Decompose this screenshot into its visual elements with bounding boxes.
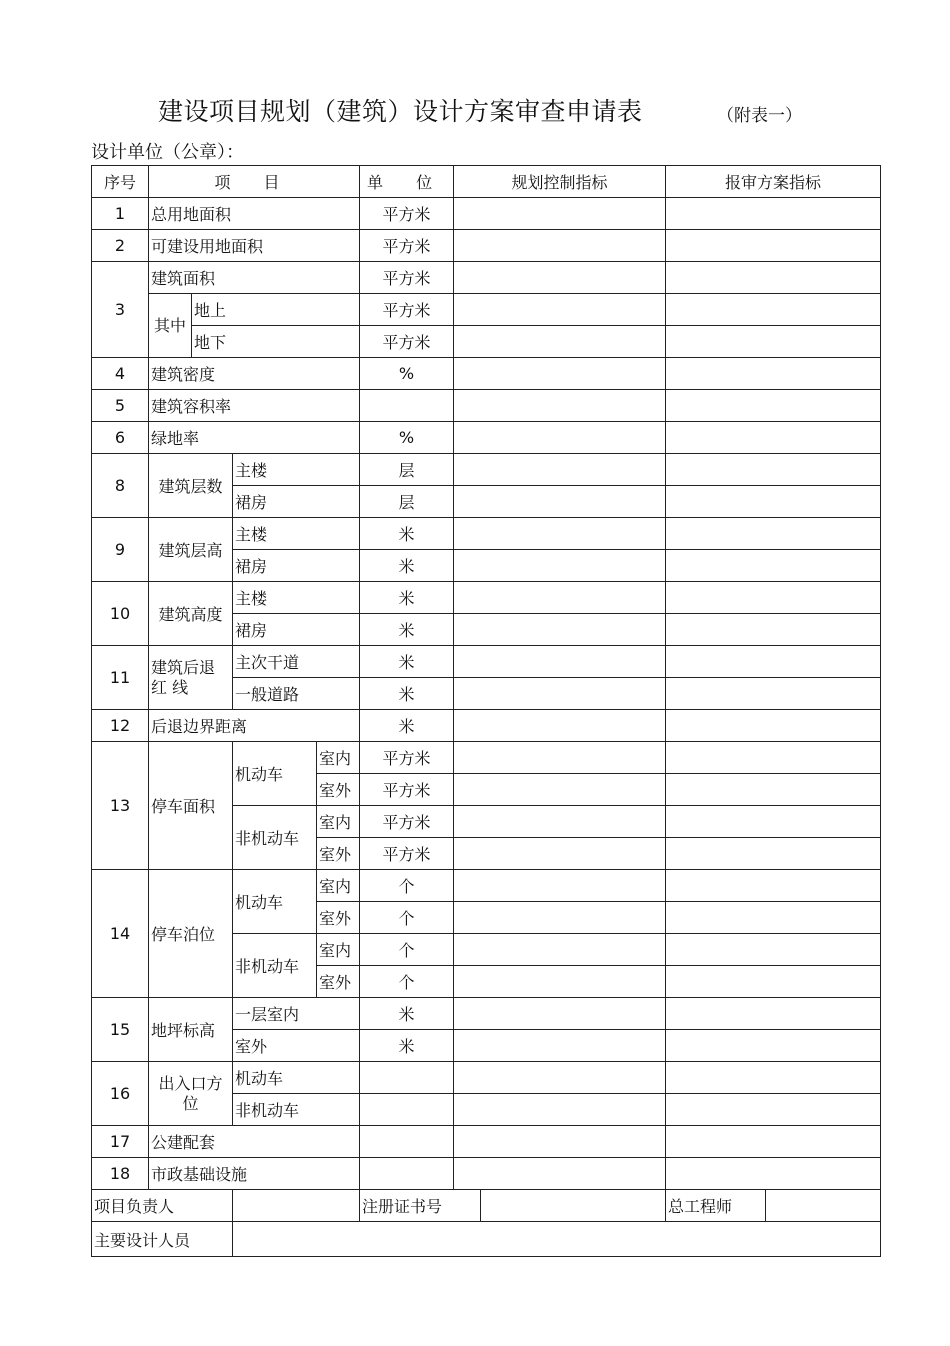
row-seq: 4 <box>92 358 149 390</box>
control-value-cell[interactable] <box>454 454 666 486</box>
table-row <box>92 422 881 454</box>
row-item: 地坪标高 <box>149 998 233 1062</box>
control-value-cell[interactable] <box>454 582 666 614</box>
plan-value-cell[interactable] <box>666 678 881 710</box>
plan-value-cell[interactable] <box>666 582 881 614</box>
table-row <box>92 358 881 390</box>
control-value-cell[interactable] <box>454 390 666 422</box>
row-unit: 米 <box>360 710 454 742</box>
table-row <box>92 998 881 1030</box>
plan-value-cell[interactable] <box>666 998 881 1030</box>
row-unit: 平方米 <box>360 806 454 838</box>
row-seq: 13 <box>92 742 149 870</box>
control-value-cell[interactable] <box>454 294 666 326</box>
project-lead-field[interactable] <box>233 1190 360 1222</box>
plan-value-cell[interactable] <box>666 326 881 358</box>
plan-value-cell[interactable] <box>666 774 881 806</box>
row-subitem: 机动车 <box>233 870 317 934</box>
row-unit: 层 <box>360 454 454 486</box>
row-subitem: 主楼 <box>233 518 360 550</box>
row-unit: 个 <box>360 870 454 902</box>
row-unit: 米 <box>360 998 454 1030</box>
col-header-unit: 单 位 <box>360 166 454 198</box>
row-subitem: 裙房 <box>233 614 360 646</box>
row-unit: 米 <box>360 1030 454 1062</box>
row-subitem: 非机动车 <box>233 934 317 998</box>
table-row <box>92 1158 881 1190</box>
row-unit: 米 <box>360 582 454 614</box>
table-row <box>92 230 881 262</box>
row-seq: 18 <box>92 1158 149 1190</box>
table-row <box>92 326 881 358</box>
row-item: 建筑层数 <box>149 454 233 518</box>
row-unit: 层 <box>360 486 454 518</box>
row-unit: 个 <box>360 966 454 998</box>
form-title: 建设项目规划（建筑）设计方案审查申请表 <box>158 97 643 126</box>
table-row <box>92 294 881 326</box>
row-item: 建筑高度 <box>149 582 233 646</box>
plan-value-cell[interactable] <box>666 646 881 678</box>
row-item: 绿地率 <box>149 422 360 454</box>
row-unit: 个 <box>360 934 454 966</box>
control-value-cell[interactable] <box>454 486 666 518</box>
row-subitem: 一层室内 <box>233 998 360 1030</box>
row-unit: 平方米 <box>360 230 454 262</box>
control-value-cell[interactable] <box>454 646 666 678</box>
plan-value-cell[interactable] <box>666 358 881 390</box>
row-seq: 1 <box>92 198 149 230</box>
plan-value-cell[interactable] <box>666 550 881 582</box>
table-row <box>92 646 881 678</box>
row-item: 停车泊位 <box>149 870 233 998</box>
control-value-cell[interactable] <box>454 838 666 870</box>
table-row <box>92 870 881 902</box>
plan-value-cell[interactable] <box>666 230 881 262</box>
plan-value-cell[interactable] <box>666 1094 881 1126</box>
row-subitem: 非机动车 <box>233 806 317 870</box>
row-item: 可建设用地面积 <box>149 230 360 262</box>
row-item: 市政基础设施 <box>149 1158 360 1190</box>
table-row <box>92 198 881 230</box>
reg-cert-field[interactable] <box>481 1190 666 1222</box>
plan-value-cell[interactable] <box>666 614 881 646</box>
plan-value-cell[interactable] <box>666 742 881 774</box>
row-subitem: 室外 <box>233 1030 360 1062</box>
control-value-cell[interactable] <box>454 518 666 550</box>
table-row <box>92 742 881 774</box>
row-item: 后退边界距离 <box>149 710 360 742</box>
plan-value-cell[interactable] <box>666 294 881 326</box>
control-value-cell[interactable] <box>454 678 666 710</box>
table-row <box>92 710 881 742</box>
plan-value-cell[interactable] <box>666 454 881 486</box>
col-header-plan: 报审方案指标 <box>666 166 881 198</box>
row-subitem: 裙房 <box>233 550 360 582</box>
row-subitem: 主次干道 <box>233 646 360 678</box>
row-item: 公建配套 <box>149 1126 360 1158</box>
row-unit: 米 <box>360 678 454 710</box>
row-location: 室内 <box>317 806 360 838</box>
control-value-cell[interactable] <box>454 870 666 902</box>
table-row <box>92 1062 881 1094</box>
control-value-cell[interactable] <box>454 230 666 262</box>
row-item: 建筑后退红 线 <box>149 646 233 710</box>
row-unit: 平方米 <box>360 294 454 326</box>
row-unit: 米 <box>360 646 454 678</box>
row-unit: % <box>360 422 454 454</box>
row-unit <box>360 1158 454 1190</box>
row-seq: 9 <box>92 518 149 582</box>
row-item: 总用地面积 <box>149 198 360 230</box>
plan-value-cell[interactable] <box>666 806 881 838</box>
control-value-cell[interactable] <box>454 1062 666 1094</box>
sub-label-of-which: 其中 <box>149 294 192 358</box>
control-value-cell[interactable] <box>454 902 666 934</box>
row-seq: 12 <box>92 710 149 742</box>
control-value-cell[interactable] <box>454 742 666 774</box>
row-unit: 平方米 <box>360 774 454 806</box>
table-row <box>92 1126 881 1158</box>
row-seq: 14 <box>92 870 149 998</box>
control-value-cell[interactable] <box>454 1094 666 1126</box>
control-value-cell[interactable] <box>454 966 666 998</box>
project-lead-label: 项目负责人 <box>92 1190 233 1222</box>
col-header-seq: 序号 <box>92 166 149 198</box>
plan-value-cell[interactable] <box>666 710 881 742</box>
plan-value-cell[interactable] <box>666 486 881 518</box>
table-row <box>92 390 881 422</box>
col-header-item: 项 目 <box>149 166 360 198</box>
row-subitem: 一般道路 <box>233 678 360 710</box>
table-row <box>92 582 881 614</box>
row-seq: 10 <box>92 582 149 646</box>
row-location: 室内 <box>317 934 360 966</box>
col-header-control: 规划控制指标 <box>454 166 666 198</box>
control-value-cell[interactable] <box>454 710 666 742</box>
plan-value-cell[interactable] <box>666 1126 881 1158</box>
row-location: 室外 <box>317 838 360 870</box>
control-value-cell[interactable] <box>454 806 666 838</box>
row-unit <box>360 1094 454 1126</box>
row-location: 室内 <box>317 742 360 774</box>
plan-value-cell[interactable] <box>666 1062 881 1094</box>
row-seq: 8 <box>92 454 149 518</box>
row-subitem: 机动车 <box>233 1062 360 1094</box>
row-unit: 米 <box>360 550 454 582</box>
row-unit <box>360 1062 454 1094</box>
row-subitem: 主楼 <box>233 582 360 614</box>
plan-value-cell[interactable] <box>666 390 881 422</box>
chief-engineer-label: 总工程师 <box>666 1190 766 1222</box>
row-unit: 平方米 <box>360 838 454 870</box>
row-location: 室外 <box>317 966 360 998</box>
signature-row <box>92 1190 881 1222</box>
row-seq: 15 <box>92 998 149 1062</box>
row-unit: 平方米 <box>360 198 454 230</box>
row-item: 建筑容积率 <box>149 390 360 422</box>
control-value-cell[interactable] <box>454 774 666 806</box>
control-value-cell[interactable] <box>454 550 666 582</box>
table-row <box>92 262 881 294</box>
row-location: 室内 <box>317 870 360 902</box>
row-unit: 米 <box>360 614 454 646</box>
appendix-label: （附表一） <box>717 106 802 126</box>
review-application-table <box>91 165 881 1257</box>
plan-value-cell[interactable] <box>666 198 881 230</box>
row-unit: 平方米 <box>360 742 454 774</box>
row-unit <box>360 1126 454 1158</box>
main-designers-field[interactable] <box>233 1222 881 1257</box>
row-subitem: 地下 <box>192 326 360 358</box>
control-value-cell[interactable] <box>454 358 666 390</box>
row-unit: 米 <box>360 518 454 550</box>
plan-value-cell[interactable] <box>666 262 881 294</box>
row-seq: 3 <box>92 262 149 358</box>
row-item: 出入口方 位 <box>149 1062 233 1126</box>
main-designers-label: 主要设计人员 <box>92 1222 233 1257</box>
row-subitem: 非机动车 <box>233 1094 360 1126</box>
plan-value-cell[interactable] <box>666 934 881 966</box>
row-unit: 个 <box>360 902 454 934</box>
control-value-cell[interactable] <box>454 422 666 454</box>
row-item: 建筑层高 <box>149 518 233 582</box>
table-row <box>92 454 881 486</box>
plan-value-cell[interactable] <box>666 966 881 998</box>
row-subitem: 地上 <box>192 294 360 326</box>
design-unit-label: 设计单位（公章）： <box>91 142 244 163</box>
plan-value-cell[interactable] <box>666 422 881 454</box>
row-unit <box>360 390 454 422</box>
row-location: 室外 <box>317 902 360 934</box>
row-unit: 平方米 <box>360 326 454 358</box>
plan-value-cell[interactable] <box>666 1158 881 1190</box>
control-value-cell[interactable] <box>454 326 666 358</box>
row-seq: 6 <box>92 422 149 454</box>
control-value-cell[interactable] <box>454 1158 666 1190</box>
row-item: 建筑密度 <box>149 358 360 390</box>
control-value-cell[interactable] <box>454 998 666 1030</box>
chief-engineer-field[interactable] <box>766 1190 881 1222</box>
designers-row <box>92 1222 881 1257</box>
row-subitem: 机动车 <box>233 742 317 806</box>
row-unit: 平方米 <box>360 262 454 294</box>
header-row <box>92 166 881 198</box>
control-value-cell[interactable] <box>454 614 666 646</box>
row-subitem: 主楼 <box>233 454 360 486</box>
control-value-cell[interactable] <box>454 934 666 966</box>
control-value-cell[interactable] <box>454 1126 666 1158</box>
row-seq: 2 <box>92 230 149 262</box>
row-subitem: 裙房 <box>233 486 360 518</box>
control-value-cell[interactable] <box>454 262 666 294</box>
row-seq: 11 <box>92 646 149 710</box>
plan-value-cell[interactable] <box>666 870 881 902</box>
plan-value-cell[interactable] <box>666 518 881 550</box>
plan-value-cell[interactable] <box>666 902 881 934</box>
row-item: 建筑面积 <box>149 262 360 294</box>
row-seq: 16 <box>92 1062 149 1126</box>
row-seq: 17 <box>92 1126 149 1158</box>
control-value-cell[interactable] <box>454 1030 666 1062</box>
reg-cert-label: 注册证书号 <box>360 1190 481 1222</box>
control-value-cell[interactable] <box>454 198 666 230</box>
row-item: 停车面积 <box>149 742 233 870</box>
table-row <box>92 518 881 550</box>
plan-value-cell[interactable] <box>666 1030 881 1062</box>
row-seq: 5 <box>92 390 149 422</box>
row-unit: % <box>360 358 454 390</box>
plan-value-cell[interactable] <box>666 838 881 870</box>
row-location: 室外 <box>317 774 360 806</box>
